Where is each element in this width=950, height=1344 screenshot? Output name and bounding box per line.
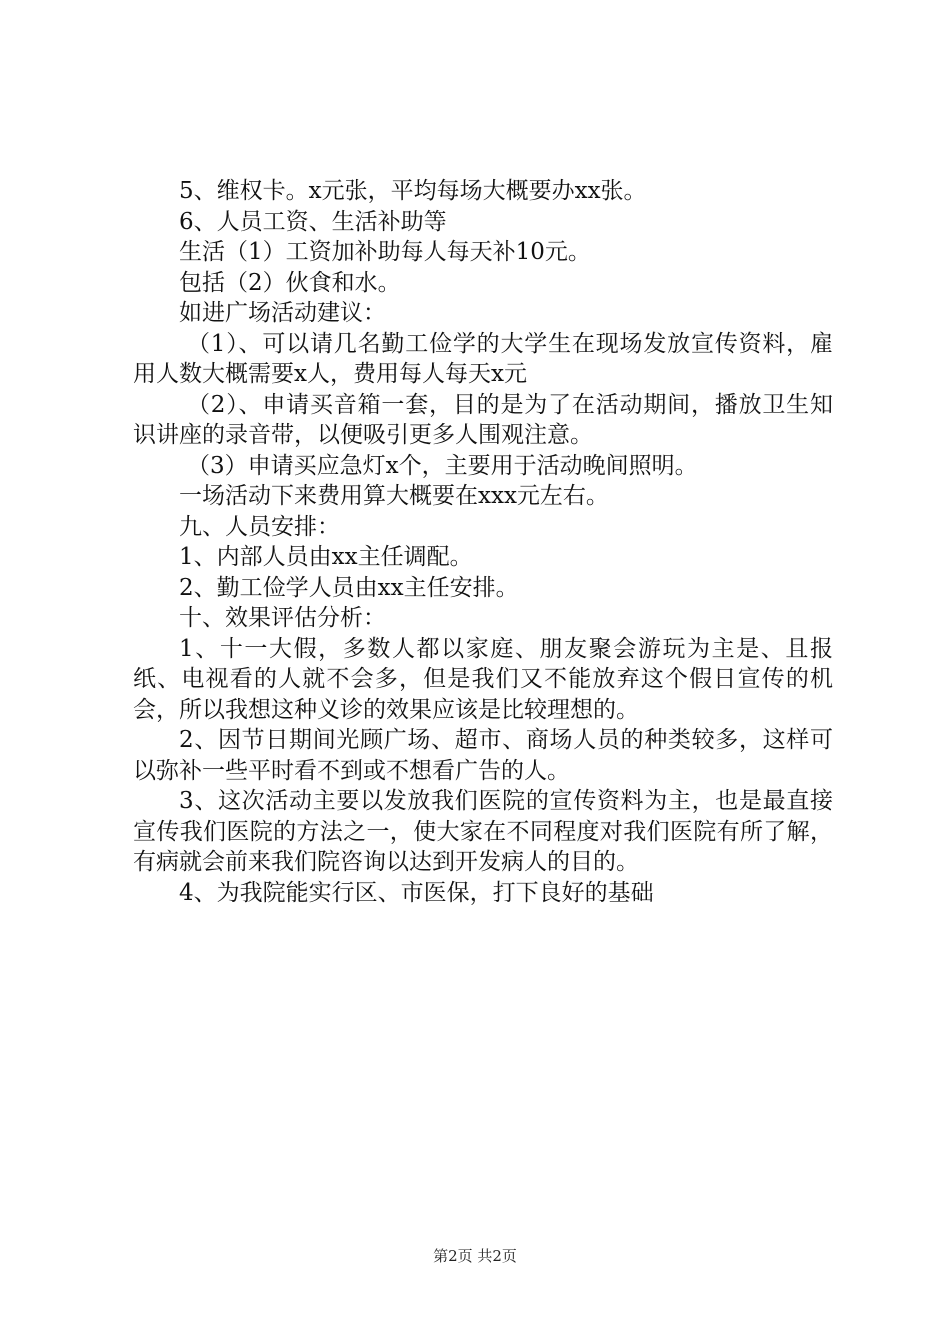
- section-heading-evaluation: 十、效果评估分析：: [179, 605, 386, 631]
- paragraph-evaluation-4: 4、为我院能实行区、市医保，打下良好的基础: [179, 879, 654, 906]
- paragraph-staffing-2: 2、勤工俭学人员由xx主任安排。: [179, 574, 519, 601]
- paragraph-evaluation-2: 2、因节日期间光顾广场、超市、商场人员的种类较多，这样可以弥补一些平时看不到或不想看广告的人。: [133, 727, 833, 784]
- paragraph-item-6: 6、人员工资、生活补助等: [179, 208, 447, 235]
- paragraph-total-cost: 一场活动下来费用算大概要在xxx元左右。: [179, 483, 609, 509]
- paragraph-evaluation-1: 1、十一大假，多数人都以家庭、朋友聚会游玩为主是、且报纸、电视看的人就不会多，但是我们又不能放弃这个假日宣传的机会，所以我想这种义诊的效果应该是比较理想的。: [133, 635, 833, 723]
- paragraph-item-5: 5、维权卡。x元张，平均每场大概要办xx张。: [179, 178, 647, 204]
- paragraph-staffing-1: 1、内部人员由xx主任调配。: [179, 544, 473, 570]
- section-heading-staffing: 九、人员安排：: [179, 513, 340, 540]
- paragraph-evaluation-3: 3、这次活动主要以发放我们医院的宣传资料为主，也是最直接宣传我们医院的方法之一，使大家在不同程度对我们医院有所了解，有病就会前来我们院咨询以达到开发病人的目的。: [133, 788, 833, 875]
- paragraph-living-1: 生活（1）工资加补助每人每天补10元。: [179, 239, 591, 265]
- paragraph-square-suggestion: 如进广场活动建议：: [179, 300, 386, 326]
- paragraph-suggestion-1: （1）、可以请几名勤工俭学的大学生在现场发放宣传资料，雇用人数大概需要x人，费用每人每天x元: [133, 330, 833, 387]
- page-number-footer: 第2页 共2页: [433, 1247, 517, 1265]
- document-body: [133, 176, 833, 908]
- paragraph-suggestion-3: （3）申请买应急灯x个，主要用于活动晚间照明。: [187, 452, 698, 479]
- paragraph-suggestion-2: （2）、申请买音箱一套，目的是为了在活动期间，播放卫生知识讲座的录音带，以便吸引更多人围观注意。: [133, 391, 833, 448]
- paragraph-include-2: 包括（2）伙食和水。: [179, 269, 401, 296]
